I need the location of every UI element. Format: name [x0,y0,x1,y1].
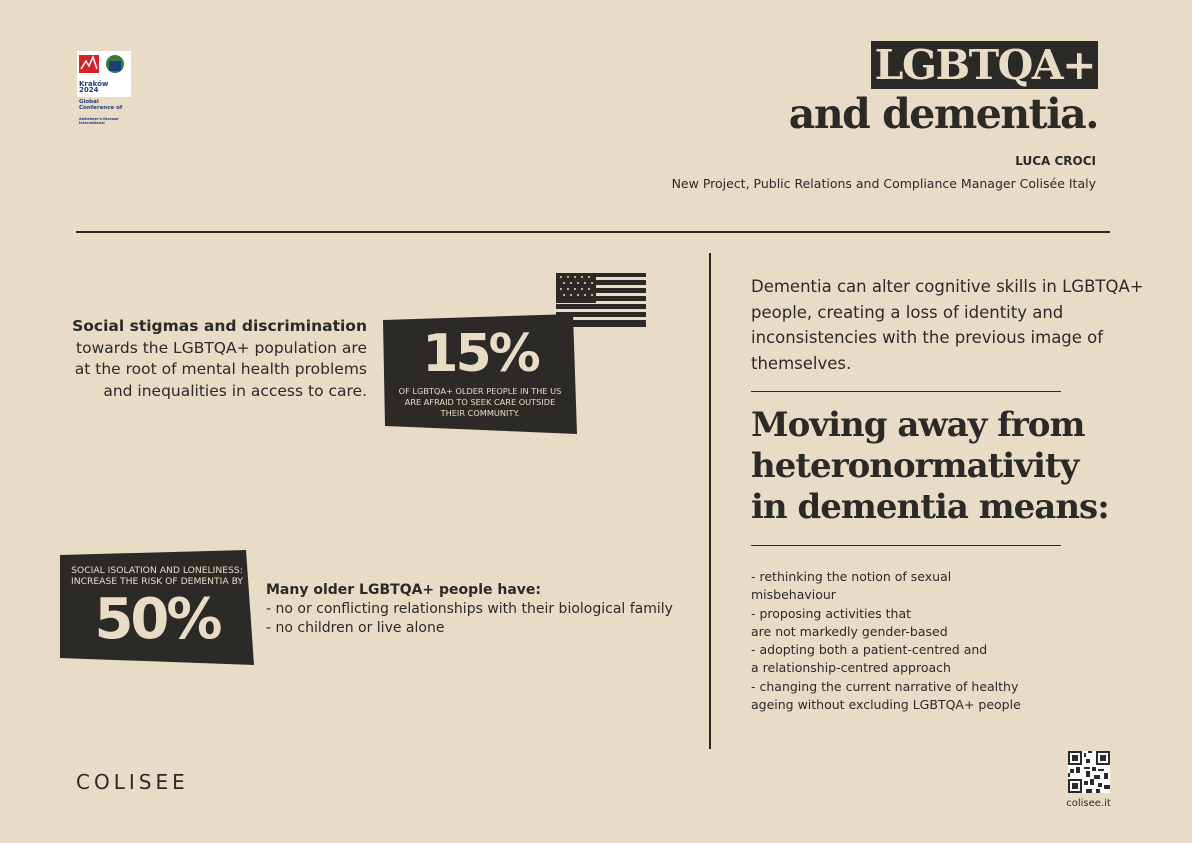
means-list [751,568,1071,714]
qr-code-icon[interactable] [1068,751,1110,793]
right-heading [751,405,1171,528]
stat-15-caption: OF LGBTQA+ OLDER PEOPLE IN THE US ARE AFRAID TO SEEK CARE OUTSIDE THEIR COMMUNITY. [398,386,562,418]
older-people-heading: Many older LGBTQA+ people have: [266,582,541,598]
conference-logo-icon [77,51,131,75]
title-subtitle: and dementia. [788,90,1098,138]
stat-50-value: 50% [94,587,220,652]
stat-15-value: 15% [422,324,538,384]
means-list-item: - changing the current narrative of healthy ageing without excluding LGBTQA+ people [751,678,1021,713]
title-highlight: LGBTQA+ [871,41,1098,89]
header-divider [76,231,1110,233]
conference-name: Global Conference of [79,99,123,111]
means-list-item: - rethinking the notion of sexual misbehaviour [751,569,952,603]
colisee-logo: COLISEE [76,770,189,794]
author-name: LUCA CROCI [1015,154,1096,168]
right-heading-line: heteronormativity [751,446,1079,486]
right-heading-line: Moving away from [751,405,1085,445]
website-link[interactable]: colisee.it [1066,798,1111,809]
conference-logo [77,51,131,125]
conference-org: Alzheimer's Disease International [79,117,119,125]
stat-50-caption: SOCIAL ISOLATION AND LONELINESS: INCREASE THE RISK OF DEMENTIA BY [70,565,243,587]
older-people-item: - no children or live alone [266,620,445,636]
stigma-bold: Social stigmas and discrimination [72,317,367,335]
older-people-block [266,581,673,638]
stigma-paragraph [60,316,367,402]
means-list-item: - adopting both a patient-centred and a relationship-centred approach [751,642,988,676]
author-role: New Project, Public Relations and Compliance Manager Colisée Italy [671,176,1096,191]
older-people-item: - no or conflicting relationships with their biological family [266,601,673,617]
right-divider-top [751,391,1061,392]
stat-15-badge [383,314,577,434]
right-divider-bottom [751,545,1061,546]
column-divider [709,253,711,749]
right-heading-line: in dementia means: [751,487,1109,527]
stigma-text: towards the LGBTQA+ population are at the root of mental health problems and inequalities in access to care. [74,338,367,400]
conference-year: Kraków 2024 [79,80,109,94]
dementia-intro: Dementia can alter cognitive skills in LGBTQA+ people, creating a loss of identity and inconsistencies with the previous image of themselves. [751,277,1144,373]
stat-50-badge [60,550,254,665]
means-list-item: - proposing activities that are not markedly gender-based [751,605,948,639]
